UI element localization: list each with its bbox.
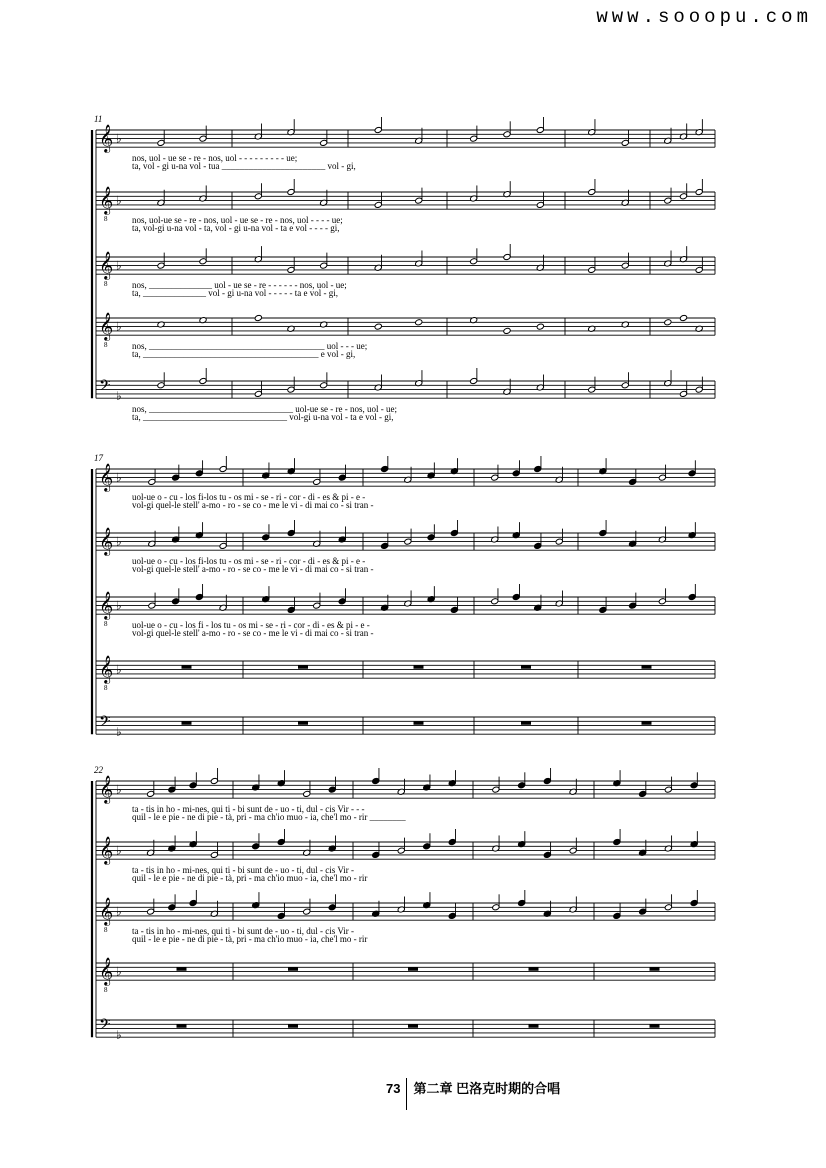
measure-number: 11 bbox=[94, 114, 103, 124]
note-head bbox=[503, 327, 511, 334]
staff-3-4 bbox=[96, 957, 715, 994]
chapter-title: 第二章 巴洛克时期的合唱 bbox=[413, 1081, 561, 1096]
flat-icon: ♭ bbox=[116, 319, 122, 334]
measure-number: 22 bbox=[94, 765, 103, 775]
treble-clef-icon: 𝄞 bbox=[99, 124, 114, 152]
note-head bbox=[415, 319, 423, 326]
lyric-line-2: quil - le e pie - ne di pie - tà, pri - ma ch'io muo - ia, che'l mo - rir bbox=[132, 934, 368, 945]
watermark: www.sooopu.com bbox=[596, 6, 812, 28]
lyric-line-2: vol-gi quel-le stell' a-mo - ro - se co - me le vi - di mai co - si tran - bbox=[132, 500, 374, 511]
treble-clef-icon: 𝄞 bbox=[99, 527, 114, 555]
octave-mark: 8 bbox=[104, 341, 108, 350]
staff-1-1 bbox=[96, 117, 715, 153]
note-head bbox=[254, 314, 262, 321]
lyric-line-1: uol-ue o - cu - los fi-los tu - os mi - se - ri - cor - di - es & pi - e - bbox=[132, 556, 366, 567]
footer-divider bbox=[406, 1078, 407, 1110]
treble-clef-icon: 𝄞 bbox=[99, 775, 114, 803]
whole-rest bbox=[521, 721, 531, 724]
staff-2-2 bbox=[96, 520, 715, 556]
note-head bbox=[664, 319, 672, 326]
octave-mark: 8 bbox=[104, 684, 108, 693]
measure-number: 17 bbox=[94, 453, 103, 463]
staff-3-1 bbox=[96, 768, 715, 804]
whole-rest bbox=[182, 665, 192, 668]
staff-3-2 bbox=[96, 829, 715, 865]
whole-rest bbox=[414, 665, 424, 668]
whole-rest bbox=[182, 721, 192, 724]
staff-2-5 bbox=[96, 713, 715, 739]
staff-2-4 bbox=[96, 655, 715, 692]
flat-icon: ♭ bbox=[116, 725, 122, 740]
treble-clef-icon: 𝄞 bbox=[99, 186, 114, 214]
whole-rest bbox=[177, 967, 187, 970]
whole-rest bbox=[177, 1024, 187, 1027]
lyric-line-2: vol-gi quel-le stell' a-mo - ro - se co - me le vi - di mai co - si tran - bbox=[132, 564, 374, 575]
staff-3-5 bbox=[96, 1016, 715, 1042]
flat-icon: ♭ bbox=[116, 258, 122, 273]
whole-rest bbox=[298, 721, 308, 724]
octave-mark: 8 bbox=[104, 986, 108, 995]
treble-clef-icon: 𝄞 bbox=[99, 312, 114, 340]
lyric-line-1: ta - tis in ho - mi-nes, qui ti - bi sunt de - uo - ti, dul - cis Vir - bbox=[132, 926, 355, 937]
whole-rest bbox=[288, 1024, 298, 1027]
lyric-line-1: nos, _______________________________________ uol - - - ue; bbox=[132, 341, 368, 352]
staff-1-5 bbox=[96, 368, 715, 403]
whole-rest bbox=[529, 967, 539, 970]
octave-mark: 8 bbox=[104, 620, 108, 629]
page-footer bbox=[386, 1078, 560, 1110]
lyric-line-2: ta, vol - gi u-na vol - tua _______________________ vol - gi, bbox=[132, 161, 356, 172]
whole-rest bbox=[298, 665, 308, 668]
note-head bbox=[374, 323, 382, 330]
flat-icon: ♭ bbox=[116, 598, 122, 613]
octave-mark: 8 bbox=[104, 215, 108, 224]
lyric-line-2: ta, _______________________________________ e vol - gi, bbox=[132, 349, 356, 360]
treble-clef-icon: 𝄞 bbox=[99, 591, 114, 619]
treble-clef-icon: 𝄞 bbox=[99, 463, 114, 491]
whole-rest bbox=[642, 665, 652, 668]
flat-icon: ♭ bbox=[116, 662, 122, 677]
lyric-line-1: nos, uol-ue se - re - nos, uol - ue se - re - nos, uol - - - - ue; bbox=[132, 215, 343, 226]
lyric-line-1: ta - tis in ho - mi-nes, qui ti - bi sunt de - uo - ti, dul - cis Vir - - - bbox=[132, 804, 365, 815]
bass-clef-icon: 𝄢 bbox=[99, 1016, 111, 1037]
octave-mark: 8 bbox=[104, 926, 108, 935]
lyric-line-1: nos, ______________ uol - ue se - re - - - - - - nos, uol - ue; bbox=[132, 280, 347, 291]
lyric-line-2: quil - le e pie - ne di pie - tà, pri - ma ch'io muo - ia, che'l mo - rir ________ bbox=[132, 812, 406, 823]
whole-rest bbox=[414, 721, 424, 724]
treble-clef-icon: 𝄞 bbox=[99, 251, 114, 279]
treble-clef-icon: 𝄞 bbox=[99, 897, 114, 925]
flat-icon: ♭ bbox=[116, 389, 122, 404]
whole-rest bbox=[408, 967, 418, 970]
flat-icon: ♭ bbox=[116, 470, 122, 485]
octave-mark: 8 bbox=[104, 280, 108, 289]
lyric-line-2: ta, vol-gi u-na vol - ta, vol - gi u-na vol - ta e vol - - - - gi, bbox=[132, 223, 340, 234]
flat-icon: ♭ bbox=[116, 131, 122, 146]
treble-clef-icon: 𝄞 bbox=[99, 957, 114, 985]
flat-icon: ♭ bbox=[116, 843, 122, 858]
whole-rest bbox=[288, 967, 298, 970]
lyric-line-1: nos, ________________________________ uol-ue se - re - nos, uol - ue; bbox=[132, 404, 397, 415]
bass-clef-icon: 𝄢 bbox=[99, 377, 111, 398]
flat-icon: ♭ bbox=[116, 1028, 122, 1043]
whole-rest bbox=[408, 1024, 418, 1027]
lyric-line-1: uol-ue o - cu - los fi-los tu - os mi - se - ri - cor - di - es & pi - e - bbox=[132, 492, 366, 503]
lyric-line-2: vol-gi quel-le stell' a-mo - ro - se co - me le vi - di mai co - si tran - bbox=[132, 628, 374, 639]
flat-icon: ♭ bbox=[116, 534, 122, 549]
lyric-line-2: ta, ______________ vol - gi u-na vol - - - - - ta e vol - gi, bbox=[132, 288, 338, 299]
flat-icon: ♭ bbox=[116, 964, 122, 979]
bass-clef-icon: 𝄢 bbox=[99, 713, 111, 734]
treble-clef-icon: 𝄞 bbox=[99, 655, 114, 683]
whole-rest bbox=[650, 1024, 660, 1027]
note-head bbox=[536, 323, 544, 330]
whole-rest bbox=[650, 967, 660, 970]
flat-icon: ♭ bbox=[116, 193, 122, 208]
treble-clef-icon: 𝄞 bbox=[99, 836, 114, 864]
whole-rest bbox=[521, 665, 531, 668]
staff-2-1 bbox=[96, 456, 715, 492]
lyric-line-2: quil - le e pie - ne di pie - tà, pri - ma ch'io muo - ia, che'l mo - rir bbox=[132, 873, 368, 884]
lyric-line-1: uol-ue o - cu - los fi - los tu - os mi - se - ri - cor - di - es & pi - e - bbox=[132, 620, 370, 631]
whole-rest bbox=[642, 721, 652, 724]
lyric-line-2: ta, ________________________________ vol-gi u-na vol - ta e vol - gi, bbox=[132, 412, 394, 423]
flat-icon: ♭ bbox=[116, 904, 122, 919]
lyric-line-1: nos, uol - ue se - re - nos, uol - - - - - - - - - ue; bbox=[132, 153, 298, 164]
note-head bbox=[679, 314, 687, 321]
flat-icon: ♭ bbox=[116, 782, 122, 797]
whole-rest bbox=[529, 1024, 539, 1027]
page-number: 73 bbox=[386, 1081, 401, 1096]
lyric-line-1: ta - tis in ho - mi-nes, qui ti - bi sunt de - uo - ti, dul - cis Vir - bbox=[132, 865, 355, 876]
